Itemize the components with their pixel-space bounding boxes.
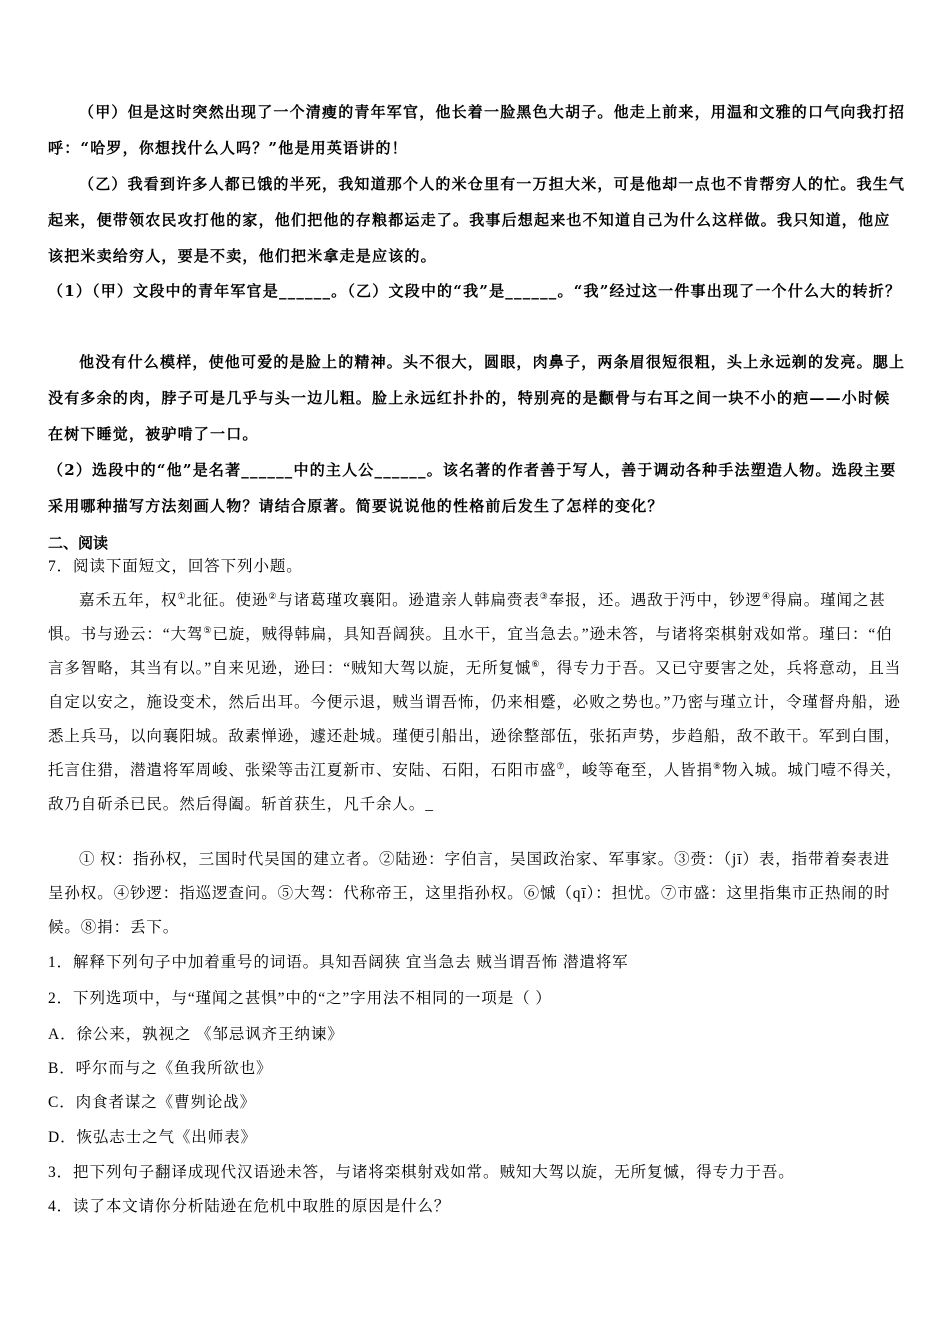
option-d: D．恢弘志士之气《出师表》 (48, 1129, 257, 1146)
classical-text-part: 已旋，贼得韩扁，具知吾阔狭。且水干，宜当急去。”逊未答，与诸将栾棋射戏如常。瑾曰：“伯言多智略，其当有以。”自来见逊，逊曰：“贼知大驾以旋，无所复慽 (48, 626, 893, 677)
option-b: B．呼尔而与之《鱼我所欲也》 (48, 1060, 273, 1077)
note-marker: ⑧ (712, 760, 722, 771)
classical-text-part: ，得专力于吾。又已守要害之处，兵将意动，且当自定以安之，施设变术，然后出耳。今便示退，贼当谓吾怖，仍来相蹙，必败之势也。”乃密与瑾立计，令瑾督舟船，逊悉上兵马，以向襄阳城。敌素惮逊，遽还赴城。瑾便引船出，逊徐整部伍，张拓声势，步趋船，敌不敢干。军到白围，托言住猎，潜遣将军周峻、张梁等击江夏新市、安陆、石阳，石阳市盛 (48, 660, 902, 779)
note-marker: ⑦ (556, 760, 566, 771)
sub-question-3: 3．把下列句子翻译成现代汉语逊未答，与诸将栾棋射戏如常。贼知大驾以旋，无所复慽，得专力于吾。 (48, 1164, 795, 1181)
note-marker: ④ (761, 590, 771, 601)
classical-text-part: 与诸葛瑾攻襄阳。逊遣亲人韩扁赍表 (277, 592, 540, 609)
classical-text (48, 584, 906, 822)
classical-text-part: 得扁。瑾闻之甚惧。书与逊云：“大驾 (48, 592, 886, 643)
note-marker: ⑤ (203, 624, 213, 635)
note-marker: ③ (539, 590, 549, 601)
passage-yi: （乙）我看到许多人都已饿的半死，我知道那个人的米仓里有一万担大米，可是他却一点也不肯帮穷人的忙。我生气起来，便带领农民攻打他的家，他们把他的存粮都运走了。我事后想起来也不知道自己为什么这样做。我只知道，他应该把米卖给穷人，要是不卖，他们把米拿走是应该的。 (48, 175, 906, 265)
question-1: （1）（甲）文段中的青年军官是______。（乙）文段中的“我”是______。“我”经过这一件事出现了一个什么大的转折？ (48, 282, 902, 300)
note-marker: ① (177, 590, 187, 601)
q7-intro: 7．阅读下面短文，回答下列小题。 (48, 558, 303, 575)
classical-text-part: 北征。使逊 (186, 592, 269, 609)
sub-question-2: 2．下列选项中，与“瑾闻之甚惧”中的“之”字用法不相同的一项是（ ） (48, 990, 552, 1007)
question-2: （2）选段中的“他”是名著______中的主人公______。该名著的作者善于写人，善于调动各种手法塑造人物。选段主要采用哪种描写方法刻画人物？请结合原著。简要说说他的性格前后发生了怎样的变化？ (48, 461, 897, 515)
note-marker: ② (268, 590, 278, 601)
classical-text-part: 奉报，还。遇敌于沔中，钞逻 (548, 592, 762, 609)
passage-jia: （甲）但是这时突然出现了一个清瘦的青年军官，他长着一脸黑色大胡子。他走上前来，用温和文雅的口气向我打招呼：“哈罗，你想找什么人吗？”他是用英语讲的！ (48, 103, 906, 157)
classical-text-part: 物入城。城门噎不得关，敌乃自斫杀已民。然后得阖。斩首获生，凡千余人。_ (48, 762, 903, 813)
passage-character: 他没有什么模样，使他可爱的是脸上的精神。头不很大，圆眼，肉鼻子，两条眉很短很粗，头上永远剃的发亮。腮上没有多余的肉，脖子可是几乎与头一边儿粗。脸上永远红扑扑的，特别亮的是颧骨与右耳之间一块不小的疤——小时候在树下睡觉，被驴啃了一口。 (48, 353, 906, 443)
annotation-notes: ① 权：指孙权，三国时代吴国的建立者。②陆逊：字伯言，吴国政治家、军事家。③赍：（jī）表，指带着奏表进呈孙权。④钞逻：指巡逻查问。⑤大驾：代称帝王，这里指孙权。⑥慽（qī）：担忧。⑦市盛：这里指集市正热闹的时候。⑧捐：丢下。 (48, 851, 891, 936)
option-a: A．徐公来，孰视之 《邹忌讽齐王纳谏》 (48, 1026, 344, 1043)
sub-question-1: 1．解释下列句子中加着重号的词语。具知吾阔狭 宜当急去 贼当谓吾怖 潜遣将军 (48, 954, 629, 971)
section-heading: 二、阅读 (48, 534, 109, 552)
note-marker: ⑥ (531, 658, 541, 669)
sub-question-4: 4．读了本文请你分析陆逊在危机中取胜的原因是什么？ (48, 1198, 451, 1215)
classical-text-part: ，峻等奄至，人皆捐 (565, 762, 713, 779)
option-c: C．肉食者谋之《曹刿论战》 (48, 1094, 257, 1111)
classical-text-part: 嘉禾五年，权 (79, 592, 178, 609)
